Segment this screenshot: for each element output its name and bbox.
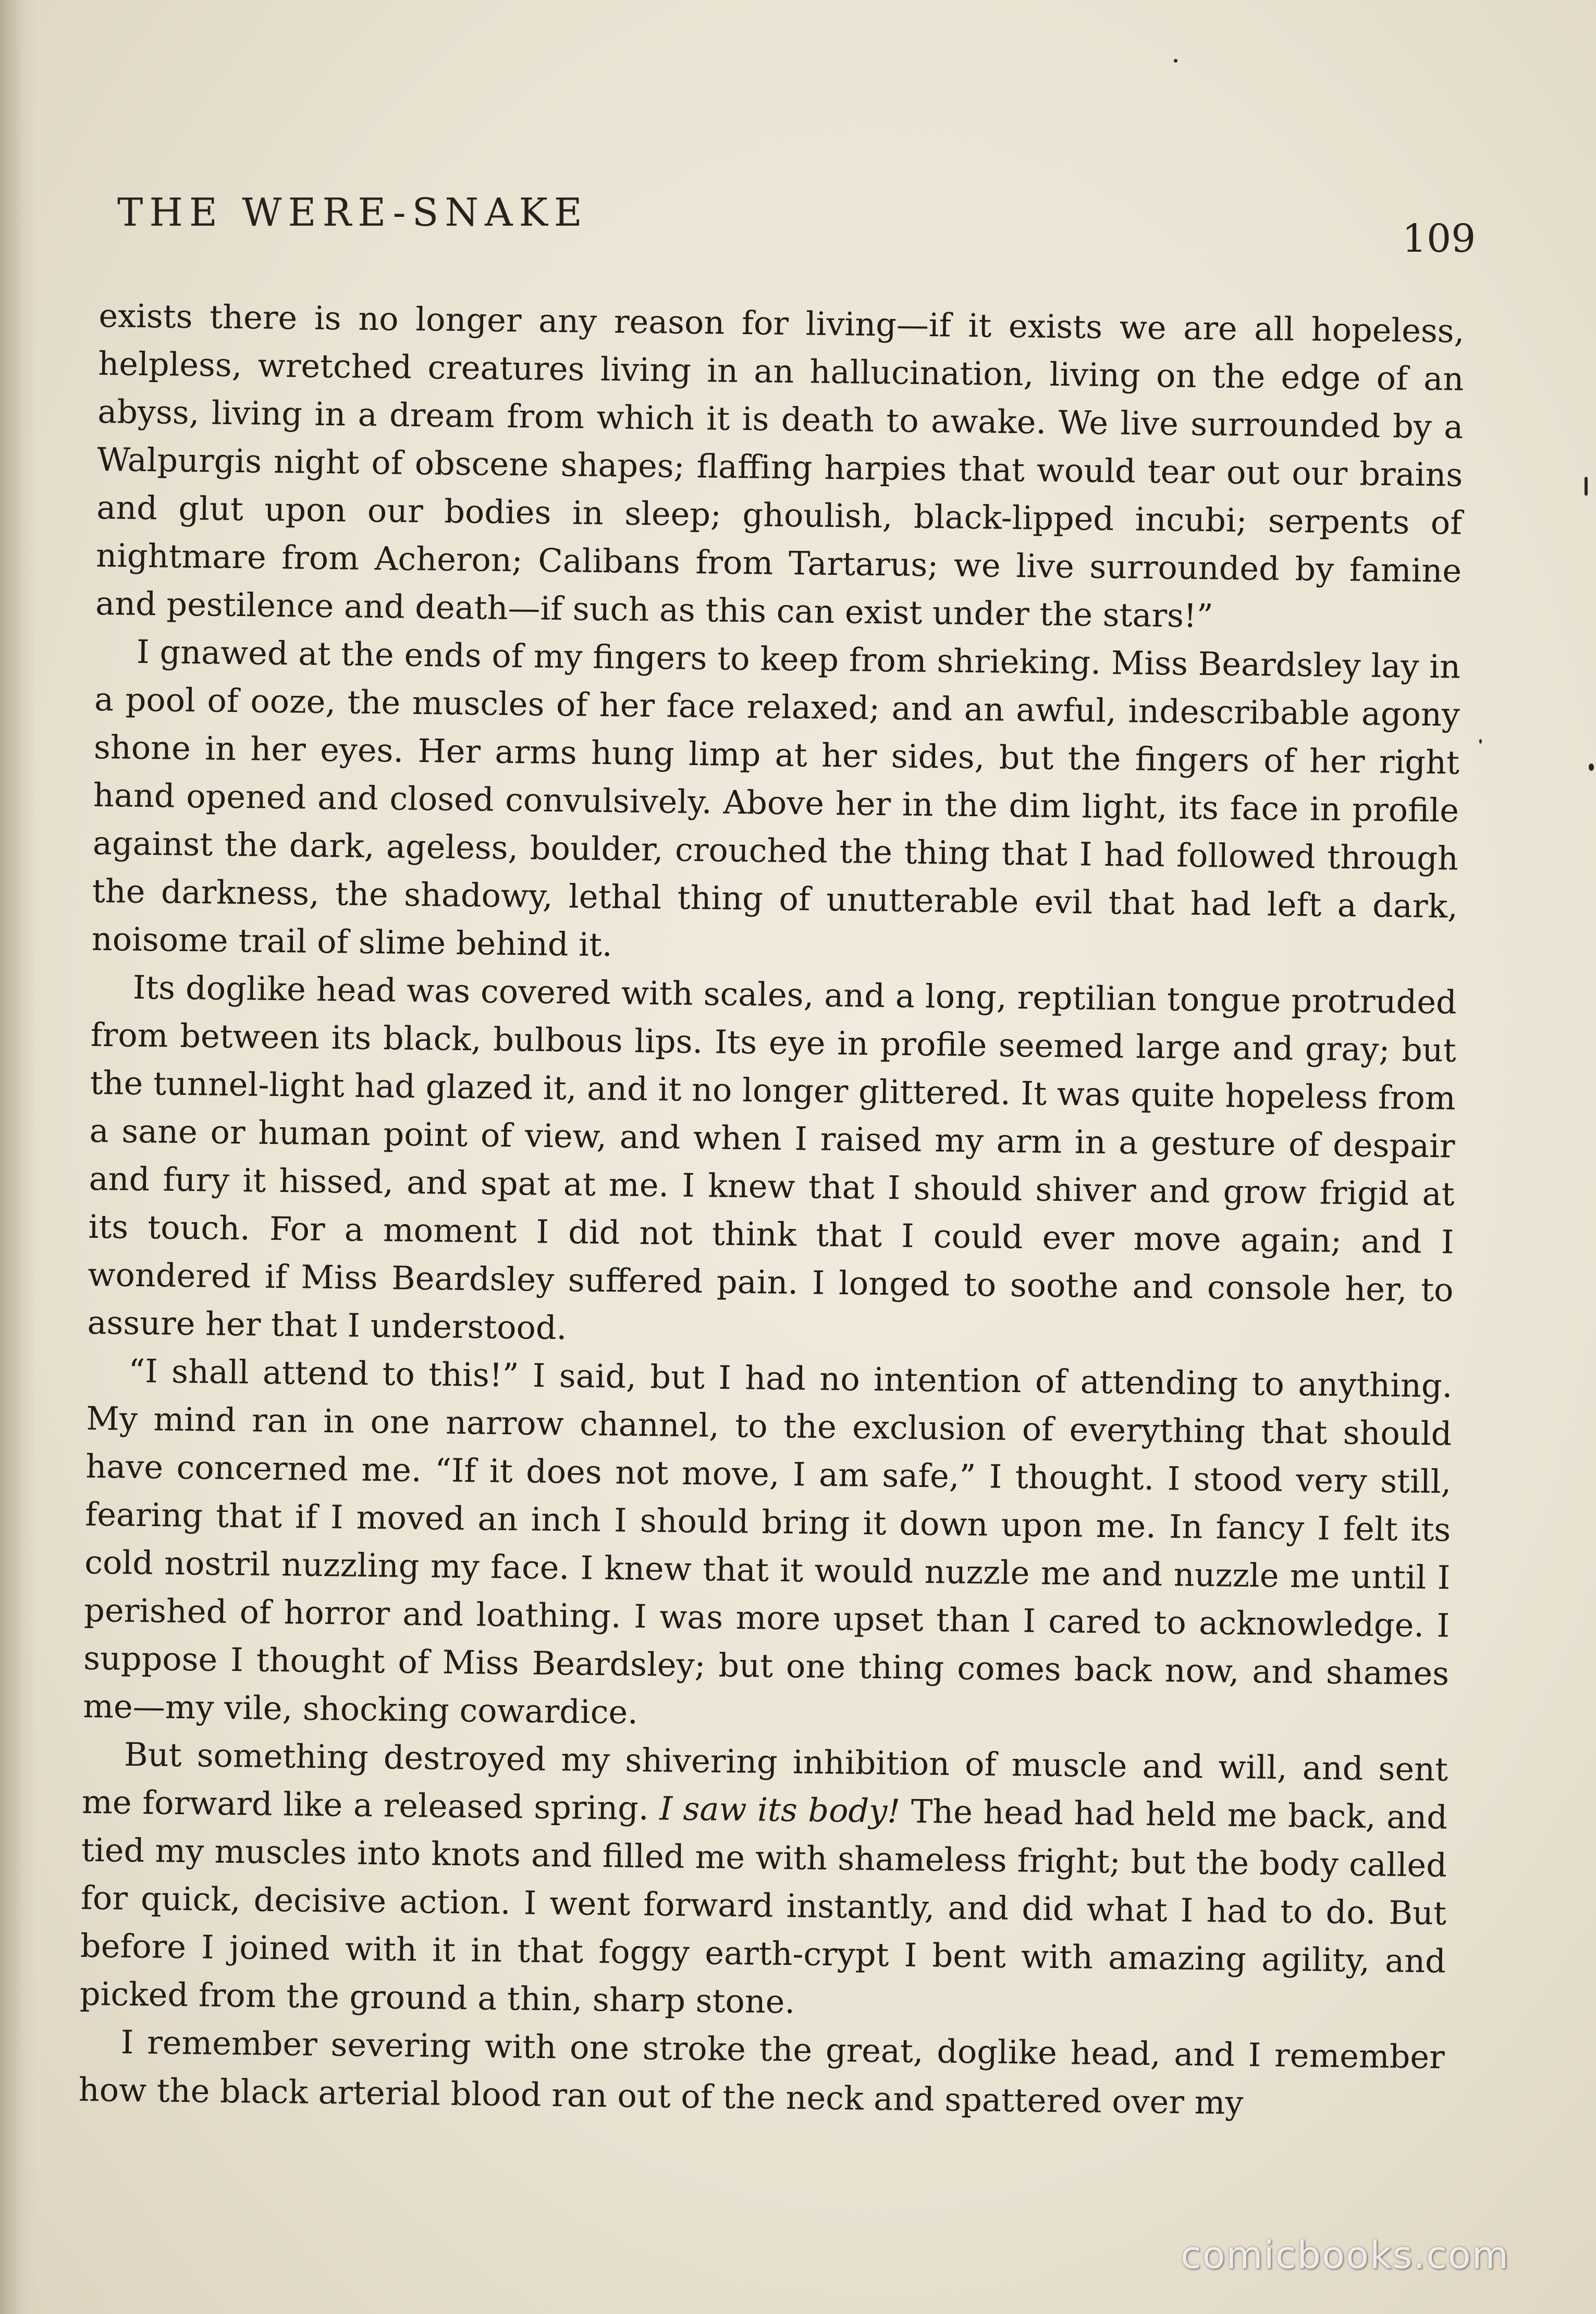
text-run: I gnawed at the ends of my fingers to keep from shrieking. Miss Beardsley lay in a pool of ooze, the muscles of her face relaxed; and an awful, indescribable agony shone in her eyes. Her arms hung limp at her sides, but the fingers of her right hand opened and closed convulsively. Above her in the dim light, its face in profile against the dark, ageless, boulder, crouched the thing that I had followed through the darkness, the shadowy, lethal thing of unutterable evil that had left a dark, noisome trail of slime behind it. [91, 632, 1461, 964]
ink-speck [1479, 739, 1482, 744]
ink-speck [1174, 59, 1177, 63]
ink-speck [1589, 764, 1594, 771]
ink-speck [1585, 477, 1588, 496]
paragraph [83, 1347, 1453, 1746]
body-text [78, 292, 1464, 2129]
running-head: THE WERE-SNAKE [117, 190, 588, 235]
page-number: 109 [1402, 216, 1476, 261]
text-run: exists there is no longer any reason for living—if it exists we are all hopeless, helpless, wretched creatures living in an hallucination, living on the edge of an abyss, living in a dream from which it is death to awake. We live surrounded by a Walpurgis night of obscene shapes; flaffing harpies that would tear out our brains and glut upon our bodies in sleep; ghoulish, black-lipped incubi; serpents of nightmare from Acheron; Calibans from Tartarus; we live surrounded by famine and pestilence and death—if such as this can exist under the stars!” [95, 296, 1465, 635]
text-run: The head had held me back, and tied my muscles into knots and filled me with shameless fright; but the body called for quick, decisive action. I went forward instantly, and did what I had to do. But before I joined with it in that foggy earth-crypt I bent with amazing agility, and picked from the ground a thin, sharp stone. [79, 1792, 1448, 2021]
text-run: Its doglike head was covered with scales, and a long, reptilian tongue protruded from between its black, bulbous lips. Its eye in profile seemed large and gray; but the tunnel-light had glazed it, and it no longer glittered. It was quite hopeless from a sane or human point of view, and when I raised my arm in a gesture of despair and fury it hissed, and spat at me. I knew that I should shiver and grow frigid at its touch. For a moment I did not think that I could ever move again; and I wondered if Miss Beardsley suffered pain. I longed to soothe and console her, to assure her that I understood. [87, 968, 1457, 1347]
paragraph [95, 292, 1465, 643]
text-run: “I shall attend to this!” I said, but I had no intention of attending to anything. My mind ran in one narrow channel, to the exclusion of everything that should have concerned me. “If it does not move, I am safe,” I thought. I stood very still, fearing that if I moved an inch I should bring it down upon me. In fancy I felt its cold nostril nuzzling my face. I knew that it would nuzzle me and nuzzle me until I perished of horror and loathing. I was more upset than I cared to acknowledge. I suppose I thought of Miss Beardsley; but one thing comes back now, and shames me—my vile, shocking cowardice. [82, 1351, 1453, 1731]
paragraph [87, 963, 1457, 1362]
watermark: comicbooks.com [1181, 2233, 1510, 2277]
paragraph [91, 627, 1460, 979]
text-run: I remember severing with one stroke the great, doglike head, and I remember how the black arterial blood ran out of the neck and spattered over my [78, 2023, 1445, 2122]
paragraph [79, 1730, 1448, 2034]
binding-shadow [0, 0, 36, 2314]
italic-run: I saw its body! [659, 1789, 901, 1830]
paragraph [78, 2018, 1445, 2130]
text-run: But something destroyed my shivering inhibition of muscle and will, and sent me forward like a released spring. [81, 1735, 1448, 1828]
